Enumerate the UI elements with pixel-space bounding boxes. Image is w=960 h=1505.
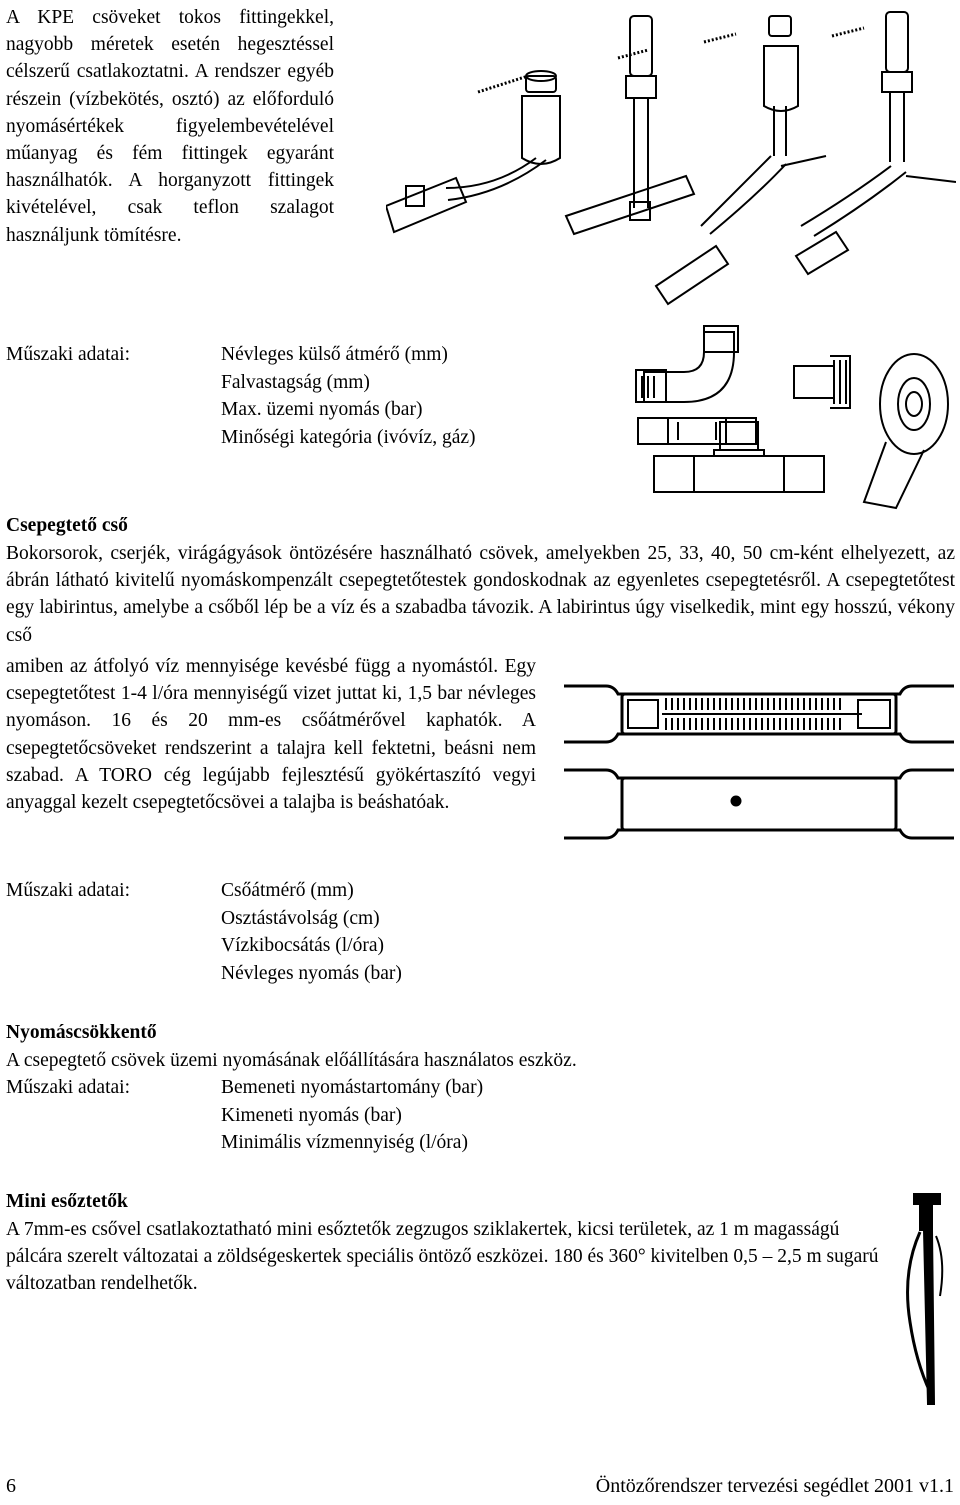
drip-emitter-illustration [562,678,958,848]
reducer-spec-item: Kimeneti nyomás (bar) [221,1104,402,1126]
drip-section-title: Csepegtető cső [6,515,128,536]
reducer-paragraph: A csepegtető csövek üzemi nyomásának előállítására használatos eszköz. [6,1050,577,1071]
intro-spec-item: Névleges külső átmérő (mm) [221,344,448,365]
document-title-footer: Öntözőrendszer tervezési segédlet 2001 v1.1 [595,1475,954,1497]
intro-spec-item: Falvastagság (mm) [221,371,370,393]
drip-spec-item: Vízkibocsátás (l/óra) [221,935,384,956]
drip-spec-item: Osztástávolság (cm) [221,907,380,929]
mini-section-title: Mini esőztetők [6,1191,128,1212]
intro-paragraph: A KPE csöveket tokos fittingekkel, nagyobb méretek esetén hegesztéssel célszerű csatlakoztatni. A rendszer egyéb részein (vízbekötés, osztó) az előforduló nyomásértékek figyelembevételével műanyag és fém fittingek egyaránt használhatók. A horganyzott fittingek kivételével, csak teflon szalagot használjunk tömítésre. [6,7,334,246]
fittings-illustration [634,322,956,512]
mini-paragraph: A 7mm-es csővel csatlakoztatható mini esőztetők zegzugos sziklakertek, kicsi területek, az 1 m magasságú pálcára szerelt változatai a zöldségeskertek speciális öntöző eszközei. 180 és 360° kivitelben 0,5 – 2,5 m sugarú változatban rendelhetők. [6,1219,879,1295]
intro-specs-list [221,341,476,451]
reducer-specs-label: Műszaki adatai: [6,1077,130,1098]
drip-paragraph-full: Bokorsorok, cserjék, virágágyások öntözésére használható csövek, amelyekben 25, 33, 40, 50 cm-ként elhelyezett, az ábrán látható kivitelű nyomáskompenzált csepegtetőtestek gondoskodnak az egyenletes csepegtetésről. A csepegtetőtest egy labirintus, amelybe a csőből lép be a víz és a szabadba távozik. A labirintus úgy viselkedik, mint egy hosszú, vékony cső [6,543,955,646]
reducer-spec-item: Minimális vízmennyiség (l/óra) [221,1132,468,1153]
mini-sprinkler-stake-illustration [900,1192,956,1406]
reducer-section-title: Nyomáscsökkentő [6,1022,157,1043]
drip-paragraph-narrow: amiben az átfolyó víz mennyisége kevésbé függ a nyomástól. Egy csepegtetőtest 1-4 l/óra mennyiségű vizet juttat ki, 1,5 bar névleges nyomáson. 16 és 20 mm-es csőátmérővel kaphatók. A csepegtetőcsöveket rendszerint a talajra kell fektetni, beásni nem szabad. A TORO cég legújabb fejlesztésű gyökértaszító vegyi anyaggal kezelt csepegtetőcsövei a talajba is beáshatóak. [6,656,536,814]
sprinkler-installation-illustration [386,6,956,310]
drip-specs-list [221,877,402,987]
reducer-spec-item: Bemeneti nyomástartomány (bar) [221,1077,484,1098]
page-number: 6 [6,1475,16,1497]
reducer-specs-list [221,1074,483,1157]
drip-spec-item: Csőátmérő (mm) [221,880,354,901]
drip-specs-label: Műszaki adatai: [6,880,130,901]
intro-spec-item: Max. üzemi nyomás (bar) [221,399,423,420]
drip-spec-item: Névleges nyomás (bar) [221,962,402,984]
intro-specs-label: Műszaki adatai: [6,344,130,365]
intro-spec-item: Minőségi kategória (ivóvíz, gáz) [221,426,476,448]
